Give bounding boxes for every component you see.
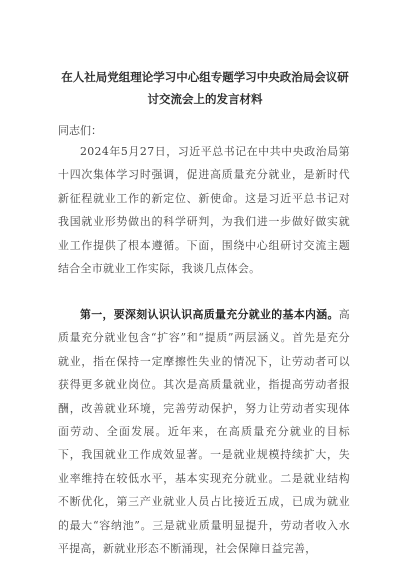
document-title-line-1: 在人社局党组理论学习中心组专题学习中央政治局会议研	[61, 70, 349, 84]
document-title-line-2: 讨交流会上的发言材料	[147, 92, 263, 106]
salutation: 同志们：	[58, 124, 102, 137]
body-paragraph-1: 2024年5月27日，习近平总书记在中共中央政治局第十四次集体学习时强调，促进高质量充分就业，是新时代新征程就业工作的新定位、新使命。这是习近平总书记对我国就业形势做出的科学研判，为我们进一步做好做实就业工作提供了根本遵循。下面，围绕中心组研讨交流主题结合全市就业工作实际，我谈几点体会。	[58, 145, 350, 276]
paragraph-2-body: 高质量充分就业包含“扩容”和“提质”两层涵义。首先是充分就业，指在保持一定摩擦性失业的情况下，让劳动者可以获得更多就业岗位。其次是高质量就业，指提高劳动者报酬，改善就业环境，完善劳动保护，努力让劳动者实现体面劳动、全面发展。近年来，在高质量充分就业的目标下，我国就业工作成效显著。一是就业规模持续扩大，失业率维持在较低水平，基本实现充分就业。二是就业结构不断优化，第三产业就业人员占比接近五成，已成为就业的最大“容纳池”。三是就业质量明显提升，劳动者收入水平提高，新就业形态不断涌现，社会保障日益完善，	[58, 308, 350, 556]
body-paragraph-2	[58, 303, 350, 560]
paragraph-2-heading: 第一，要深刻认识认识高质量充分就业的基本内涵。	[80, 308, 339, 321]
